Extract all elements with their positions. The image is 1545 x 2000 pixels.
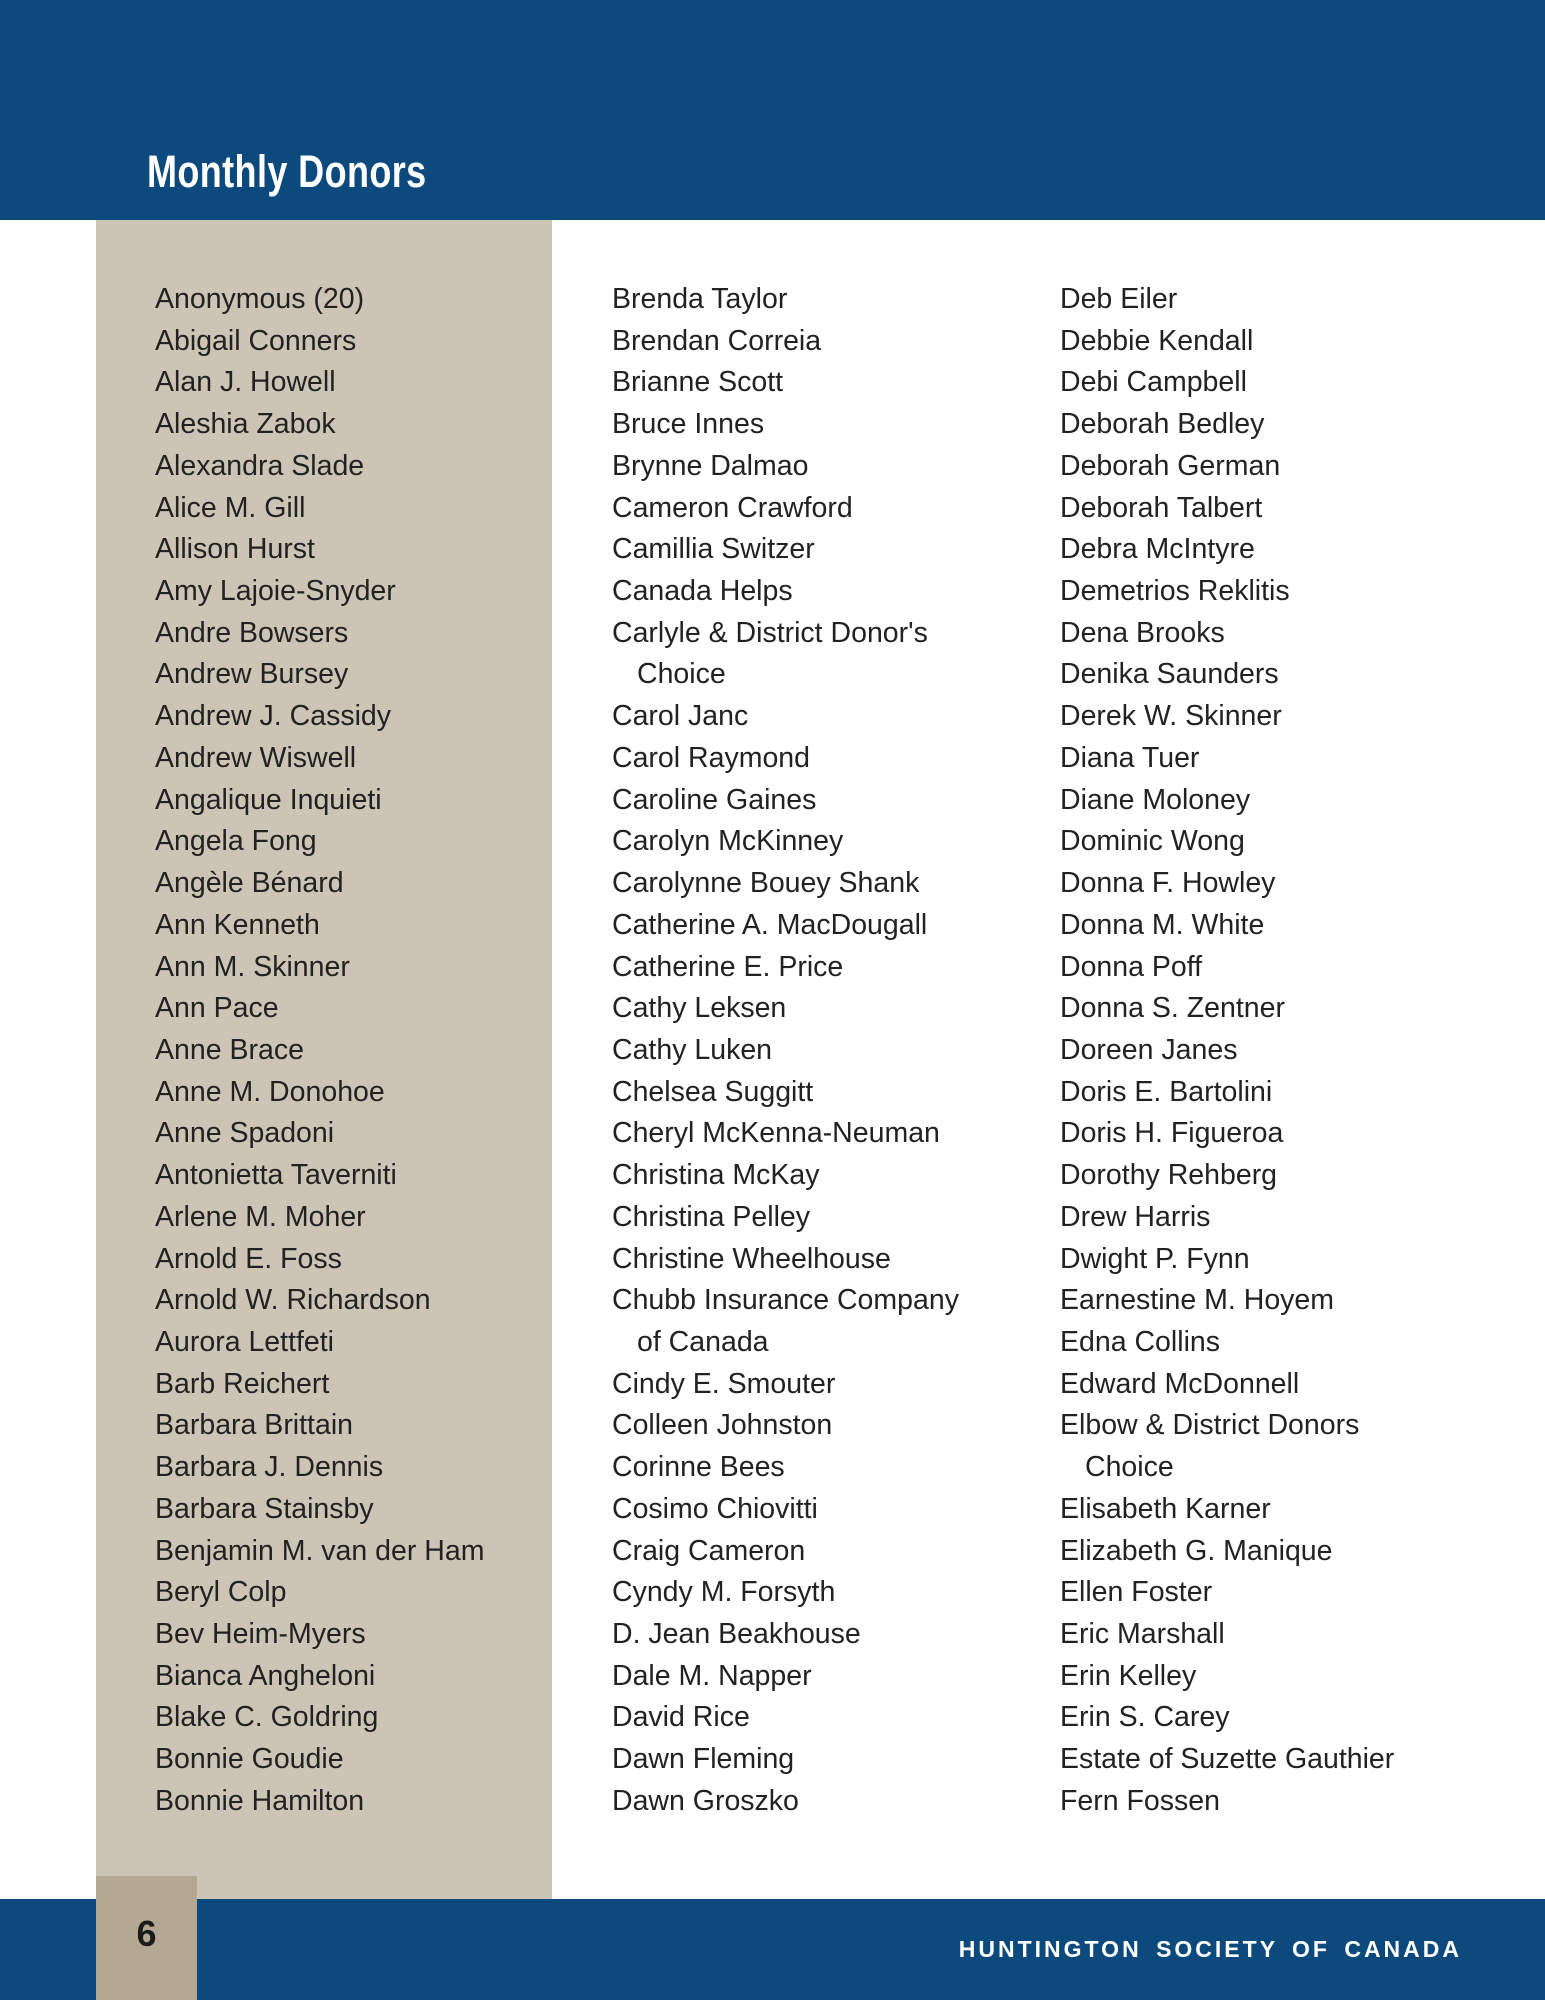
donor-column-1 [155,279,600,1823]
donor-name: Cheryl McKenna-Neuman [612,1117,940,1150]
donor-name: Benjamin M. van der Ham [155,1534,485,1567]
donor-name: Choice [1085,1451,1174,1484]
donor-name: Canada Helps [612,575,793,608]
donor-name: Donna M. White [1060,908,1265,941]
donor-name: Brianne Scott [612,366,784,399]
donor-name: Chelsea Suggitt [612,1075,814,1108]
donor-name: Doris E. Bartolini [1060,1075,1273,1108]
donor-name: Edward McDonnell [1060,1367,1300,1400]
donor-name: Debra McIntyre [1060,533,1255,566]
donor-name: Cameron Crawford [612,491,853,524]
donor-name: Arnold E. Foss [155,1242,342,1275]
footer-org-name: HUNTINGTON SOCIETY OF CANADA [958,1936,1462,1962]
donor-name: Cyndy M. Forsyth [612,1576,836,1609]
donor-name: Corinne Bees [612,1451,785,1484]
donor-name: Deb Eiler [1060,283,1178,315]
donor-name: Doris H. Figueroa [1060,1117,1284,1150]
donor-name: Anonymous (20) [155,283,365,315]
donor-name: Bonnie Goudie [155,1743,344,1776]
donor-name: Dawn Fleming [612,1743,795,1776]
donor-name: Brendan Correia [612,324,822,357]
donor-name: Choice [637,658,726,691]
donor-name: Brenda Taylor [612,283,788,315]
donor-name: Denika Saunders [1060,658,1279,691]
donor-name: Fern Fossen [1060,1784,1220,1817]
donor-name: Estate of Suzette Gauthier [1060,1743,1395,1776]
donor-name: Earnestine M. Hoyem [1060,1284,1335,1317]
donor-name: Carol Janc [612,700,749,733]
donor-name: Erin S. Carey [1060,1701,1230,1734]
donor-name: of Canada [637,1325,769,1358]
donor-name: Bianca Angheloni [155,1659,376,1692]
donor-name: Dena Brooks [1060,616,1225,649]
donor-name: Donna F. Howley [1060,867,1276,900]
donor-name: Anne Spadoni [155,1117,335,1150]
donor-name: Dwight P. Fynn [1060,1242,1250,1275]
donor-name: Antonietta Taverniti [155,1159,397,1192]
donor-column-3 [1060,279,1530,1823]
donor-name: Barbara Stainsby [155,1492,374,1525]
donor-name: Angela Fong [155,825,317,858]
donor-name: Diane Moloney [1060,783,1251,816]
donor-name: Elisabeth Karner [1060,1492,1271,1525]
donor-name: Andrew J. Cassidy [155,700,392,733]
donor-name: Angalique Inquieti [155,783,382,816]
donor-name: Andrew Wiswell [155,741,357,774]
donor-name: Arlene M. Moher [155,1200,366,1233]
donor-name: Doreen Janes [1060,1033,1238,1066]
donor-name: Catherine A. MacDougall [612,908,928,941]
donor-name: Ann Kenneth [155,908,320,941]
donor-name: Angèle Bénard [155,867,344,900]
donor-name: Christina McKay [612,1159,820,1192]
page-number-box [96,1876,197,2000]
donor-name: Allison Hurst [155,533,315,566]
donor-name: Colleen Johnston [612,1409,833,1442]
donor-name: Carolyn McKinney [612,825,844,858]
donor-name: Blake C. Goldring [155,1701,379,1734]
donor-name: Elizabeth G. Manique [1060,1534,1333,1567]
donor-name: Cathy Luken [612,1033,773,1066]
donor-name: Ann Pace [155,992,279,1025]
donor-name: Barb Reichert [155,1367,330,1400]
donor-name: Eric Marshall [1060,1618,1225,1650]
donor-name: Deborah Talbert [1060,491,1263,524]
donor-name: Anne Brace [155,1033,304,1066]
donor-name: Cathy Leksen [612,992,787,1025]
page-title: Monthly Donors [147,146,427,197]
donor-name: Dorothy Rehberg [1060,1159,1278,1192]
donor-name: Andrew Bursey [155,658,349,691]
donor-name: Edna Collins [1060,1325,1221,1358]
donor-name: Deborah Bedley [1060,408,1265,441]
donor-name: Beryl Colp [155,1576,287,1609]
donor-name: Alexandra Slade [155,449,365,482]
donor-name: Craig Cameron [612,1534,806,1567]
donor-name: Dawn Groszko [612,1784,799,1817]
donor-name: Barbara J. Dennis [155,1451,384,1484]
donor-name: Caroline Gaines [612,783,817,816]
donor-name: Bev Heim-Myers [155,1618,366,1650]
donor-name: Cindy E. Smouter [612,1367,836,1400]
donor-name: Diana Tuer [1060,741,1200,774]
donor-name: Bonnie Hamilton [155,1784,365,1817]
donor-name: Debbie Kendall [1060,324,1254,357]
donor-name: Demetrios Reklitis [1060,575,1290,608]
donor-name: Amy Lajoie-Snyder [155,575,396,608]
donor-name: Alice M. Gill [155,491,306,524]
donor-name: Ellen Foster [1060,1576,1213,1609]
donor-name: Abigail Conners [155,324,357,357]
donor-column-2 [612,279,1057,1823]
donor-name: Catherine E. Price [612,950,844,983]
donor-name: Christine Wheelhouse [612,1242,891,1275]
donor-name: Chubb Insurance Company [612,1284,959,1317]
donor-name: Christina Pelley [612,1200,810,1233]
donor-name: Drew Harris [1060,1200,1211,1233]
donor-name: Aleshia Zabok [155,408,336,441]
donor-name: Brynne Dalmao [612,449,809,482]
donor-name: Donna Poff [1060,950,1203,983]
donor-name: Erin Kelley [1060,1659,1197,1692]
donor-name: Deborah German [1060,449,1281,482]
donor-name: Dominic Wong [1060,825,1245,858]
donor-name: Camillia Switzer [612,533,815,566]
page-number: 6 [136,1913,157,1954]
donor-name: Derek W. Skinner [1060,700,1282,733]
donor-name: Elbow & District Donors [1060,1409,1360,1442]
donor-name: David Rice [612,1701,750,1734]
donor-name: Bruce Innes [612,408,765,441]
donor-name: Alan J. Howell [155,366,336,399]
donor-name: Anne M. Donohoe [155,1075,385,1108]
donor-name: Dale M. Napper [612,1659,812,1692]
donor-name: Carolynne Bouey Shank [612,867,920,900]
donor-name: Andre Bowsers [155,616,349,649]
donor-name: Debi Campbell [1060,366,1247,399]
donor-name: Ann M. Skinner [155,950,350,983]
donor-name: Barbara Brittain [155,1409,354,1442]
donor-name: D. Jean Beakhouse [612,1618,861,1650]
donor-name: Donna S. Zentner [1060,992,1285,1025]
donor-name: Aurora Lettfeti [155,1325,335,1358]
donor-name: Arnold W. Richardson [155,1284,431,1317]
donor-name: Carol Raymond [612,741,810,774]
donor-name: Carlyle & District Donor's [612,616,928,649]
donor-name: Cosimo Chiovitti [612,1492,818,1525]
